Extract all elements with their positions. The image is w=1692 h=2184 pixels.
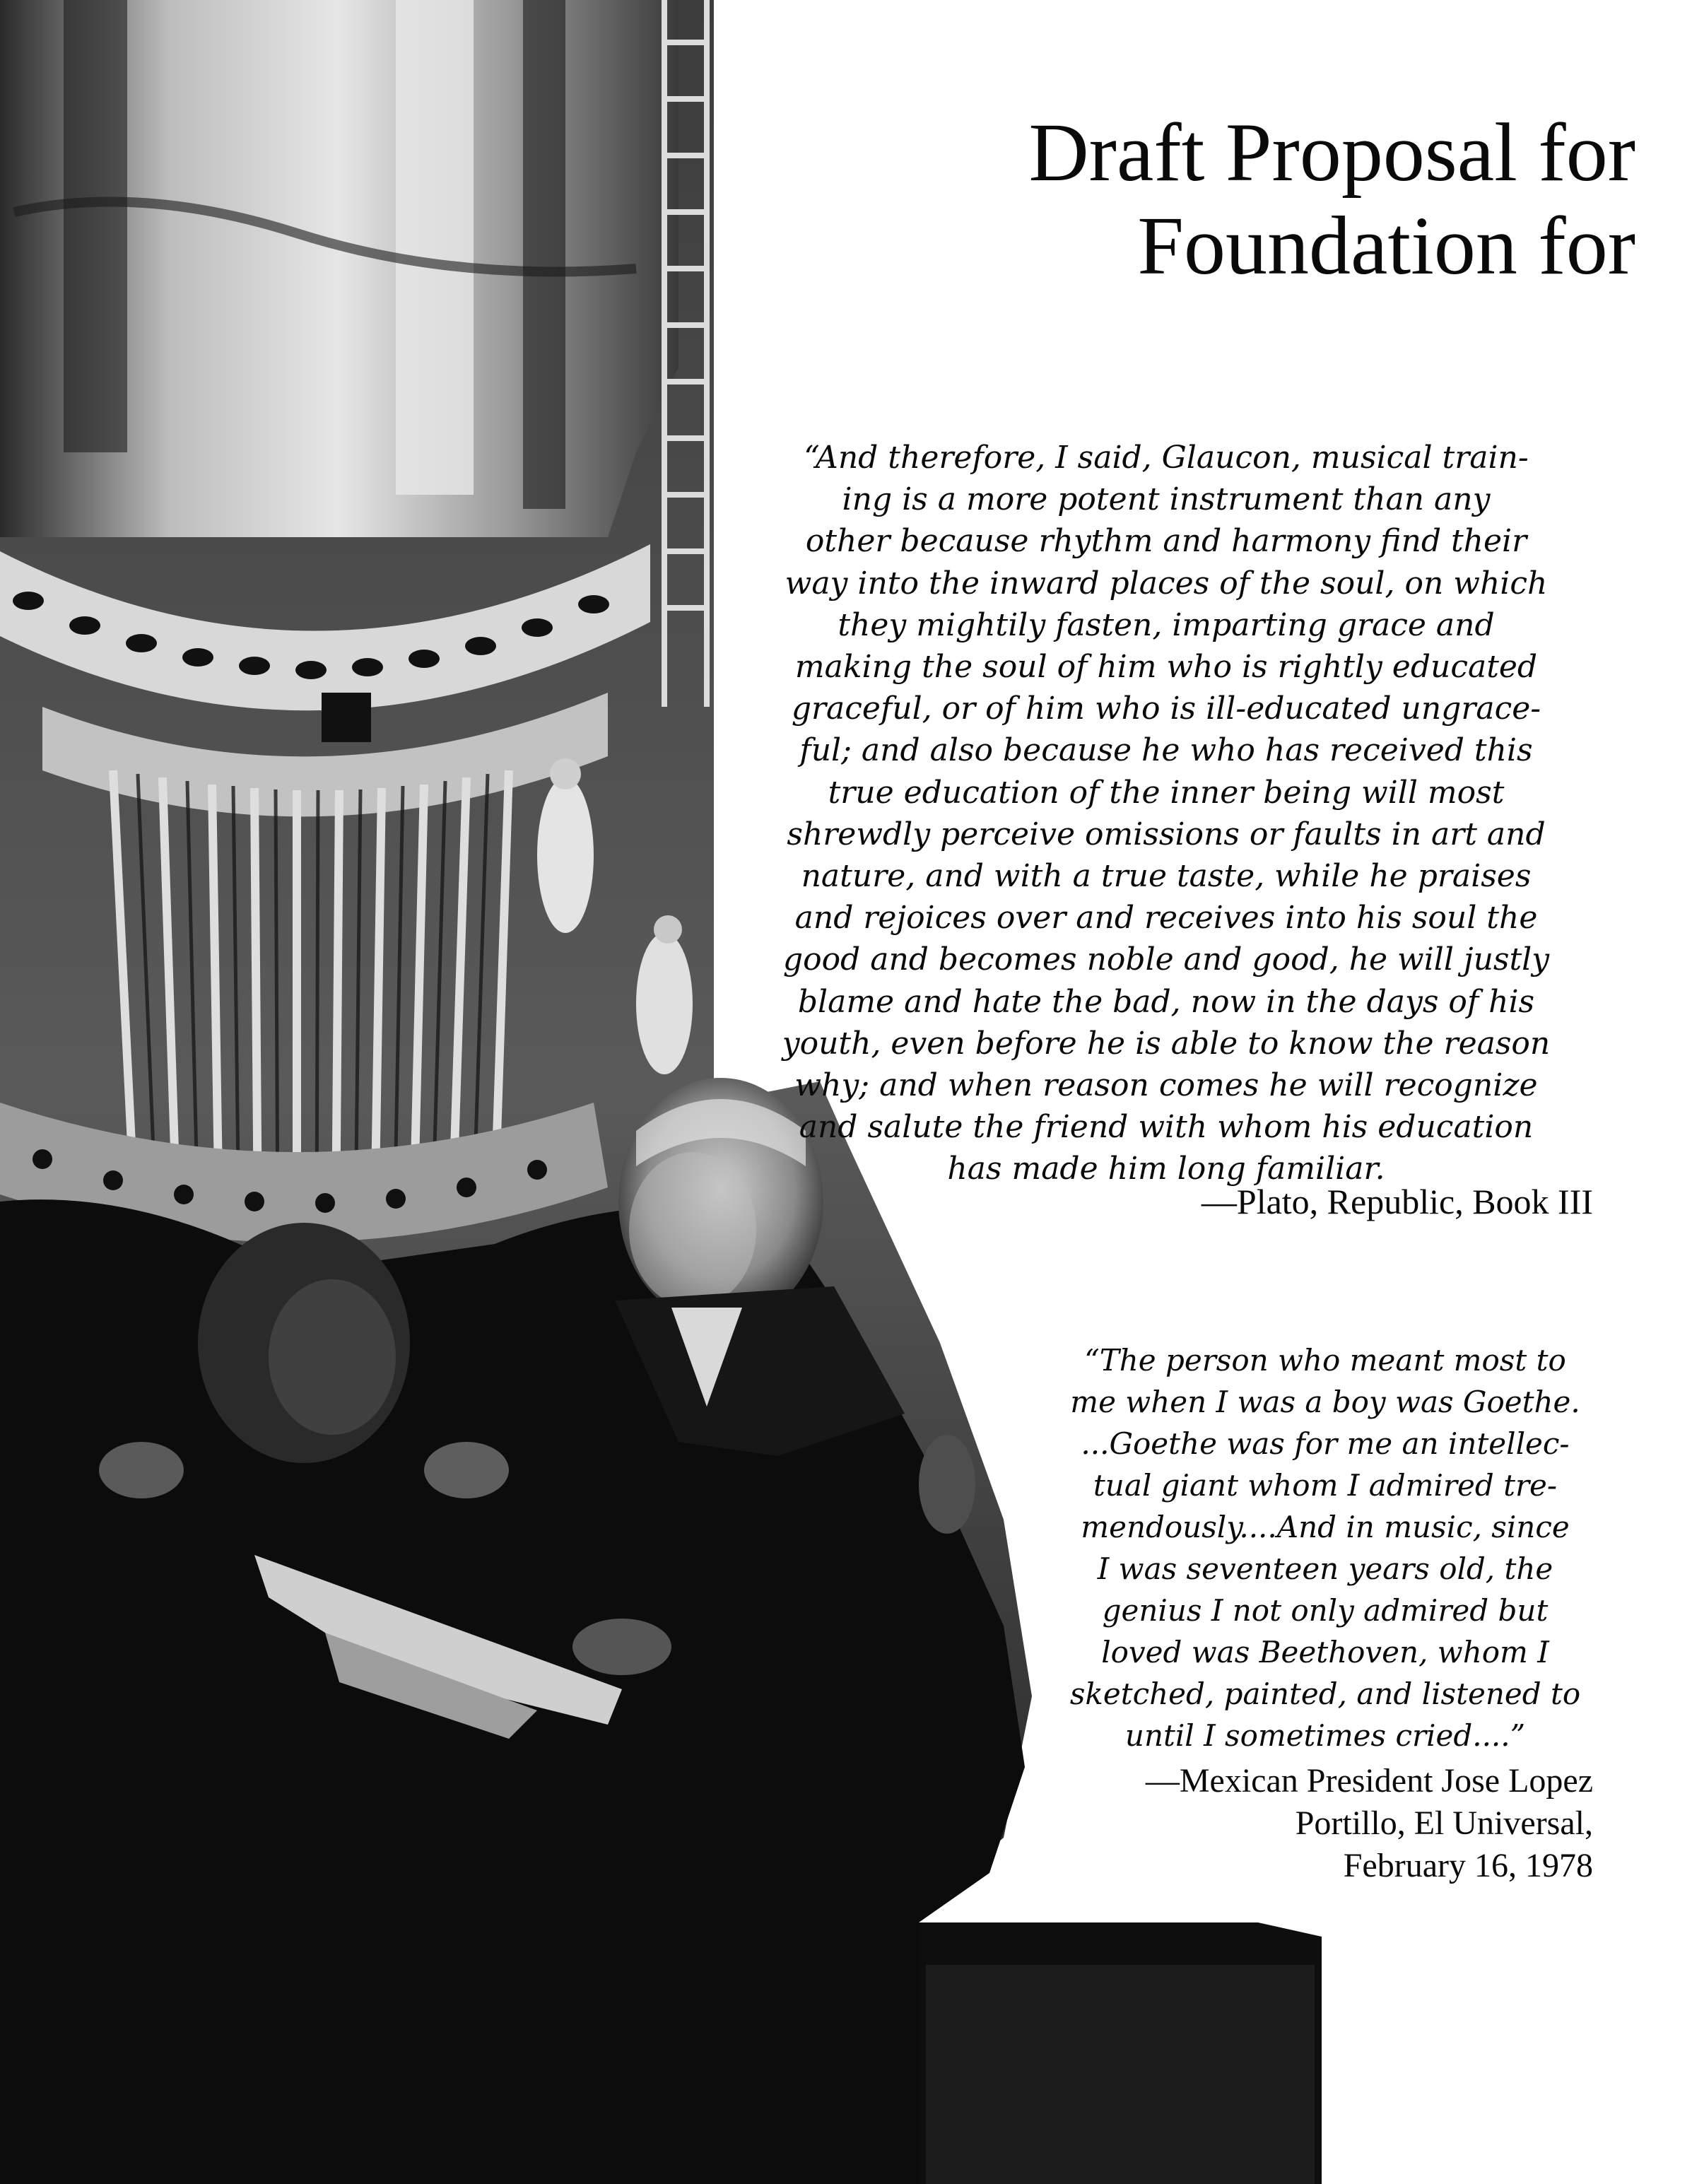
attribution-line: February 16, 1978	[1343, 1847, 1593, 1884]
quote-line: has made him long familiar.	[947, 1151, 1385, 1187]
quote-line: good and becomes noble and good, he will justly	[782, 941, 1550, 978]
attribution-line: Portillo, El Universal,	[1295, 1804, 1593, 1842]
title-line-1: Draft Proposal for	[1028, 106, 1635, 199]
quote-line: tual giant whom I admired tre-	[1093, 1468, 1558, 1503]
quote-line: genius I not only admired but	[1102, 1593, 1549, 1628]
quote-line: blame and hate the bad, now in the days of his	[797, 983, 1535, 1020]
plato-attribution: —Plato, Republic, Book III	[1201, 1182, 1593, 1221]
quote-line: youth, even before he is able to know the reason	[782, 1025, 1551, 1062]
quote-line: “And therefore, I said, Glaucon, musical train-	[804, 440, 1529, 476]
quote-line: ful; and also because he who has received this	[799, 732, 1533, 769]
attribution-line: —Mexican President Jose Lopez	[1145, 1762, 1593, 1800]
quote-line: and salute the friend with whom his education	[799, 1109, 1534, 1146]
quote-line: I was seventeen years old, the	[1097, 1551, 1553, 1586]
quote-line: sketched, painted, and listened to	[1069, 1677, 1581, 1711]
plato-quote	[777, 437, 1555, 1190]
title-line-2: Foundation for	[1137, 199, 1635, 293]
quote-line: true education of the inner being will most	[828, 774, 1505, 811]
quote-line: way into the inward places of the soul, on which	[785, 565, 1548, 601]
quote-line: nature, and with a true taste, while he praises	[801, 858, 1532, 895]
quote-line: why; and when reason comes he will recognize	[794, 1067, 1538, 1104]
quote-line: ...Goethe was for me an intellec-	[1081, 1426, 1570, 1461]
quote-line: other because rhythm and harmony find their	[805, 523, 1527, 560]
quote-line: loved was Beethoven, whom I	[1101, 1635, 1549, 1669]
quote-line: me when I was a boy was Goethe.	[1070, 1385, 1580, 1419]
quote-line: graceful, or of him who is ill-educated ungrace-	[791, 691, 1541, 727]
lopez-attribution	[1028, 1760, 1593, 1887]
quote-line: and rejoices over and receives into his soul the	[794, 900, 1538, 937]
quote-line: they mightily fasten, imparting grace and	[838, 606, 1495, 643]
page-title	[858, 106, 1635, 293]
quote-line: making the soul of him who is rightly educated	[794, 649, 1538, 686]
worker-figure	[636, 933, 693, 1074]
quote-line: until I sometimes cried....”	[1124, 1718, 1526, 1753]
quote-line: “The person who meant most to	[1084, 1343, 1566, 1378]
worker-figure	[537, 777, 594, 933]
quote-line: mendously....And in music, since	[1081, 1510, 1570, 1544]
lopez-quote	[1046, 1339, 1604, 1756]
quote-line: ing is a more potent instrument than any	[842, 481, 1491, 518]
quote-line: shrewdly perceive omissions or faults in art and	[787, 816, 1546, 852]
